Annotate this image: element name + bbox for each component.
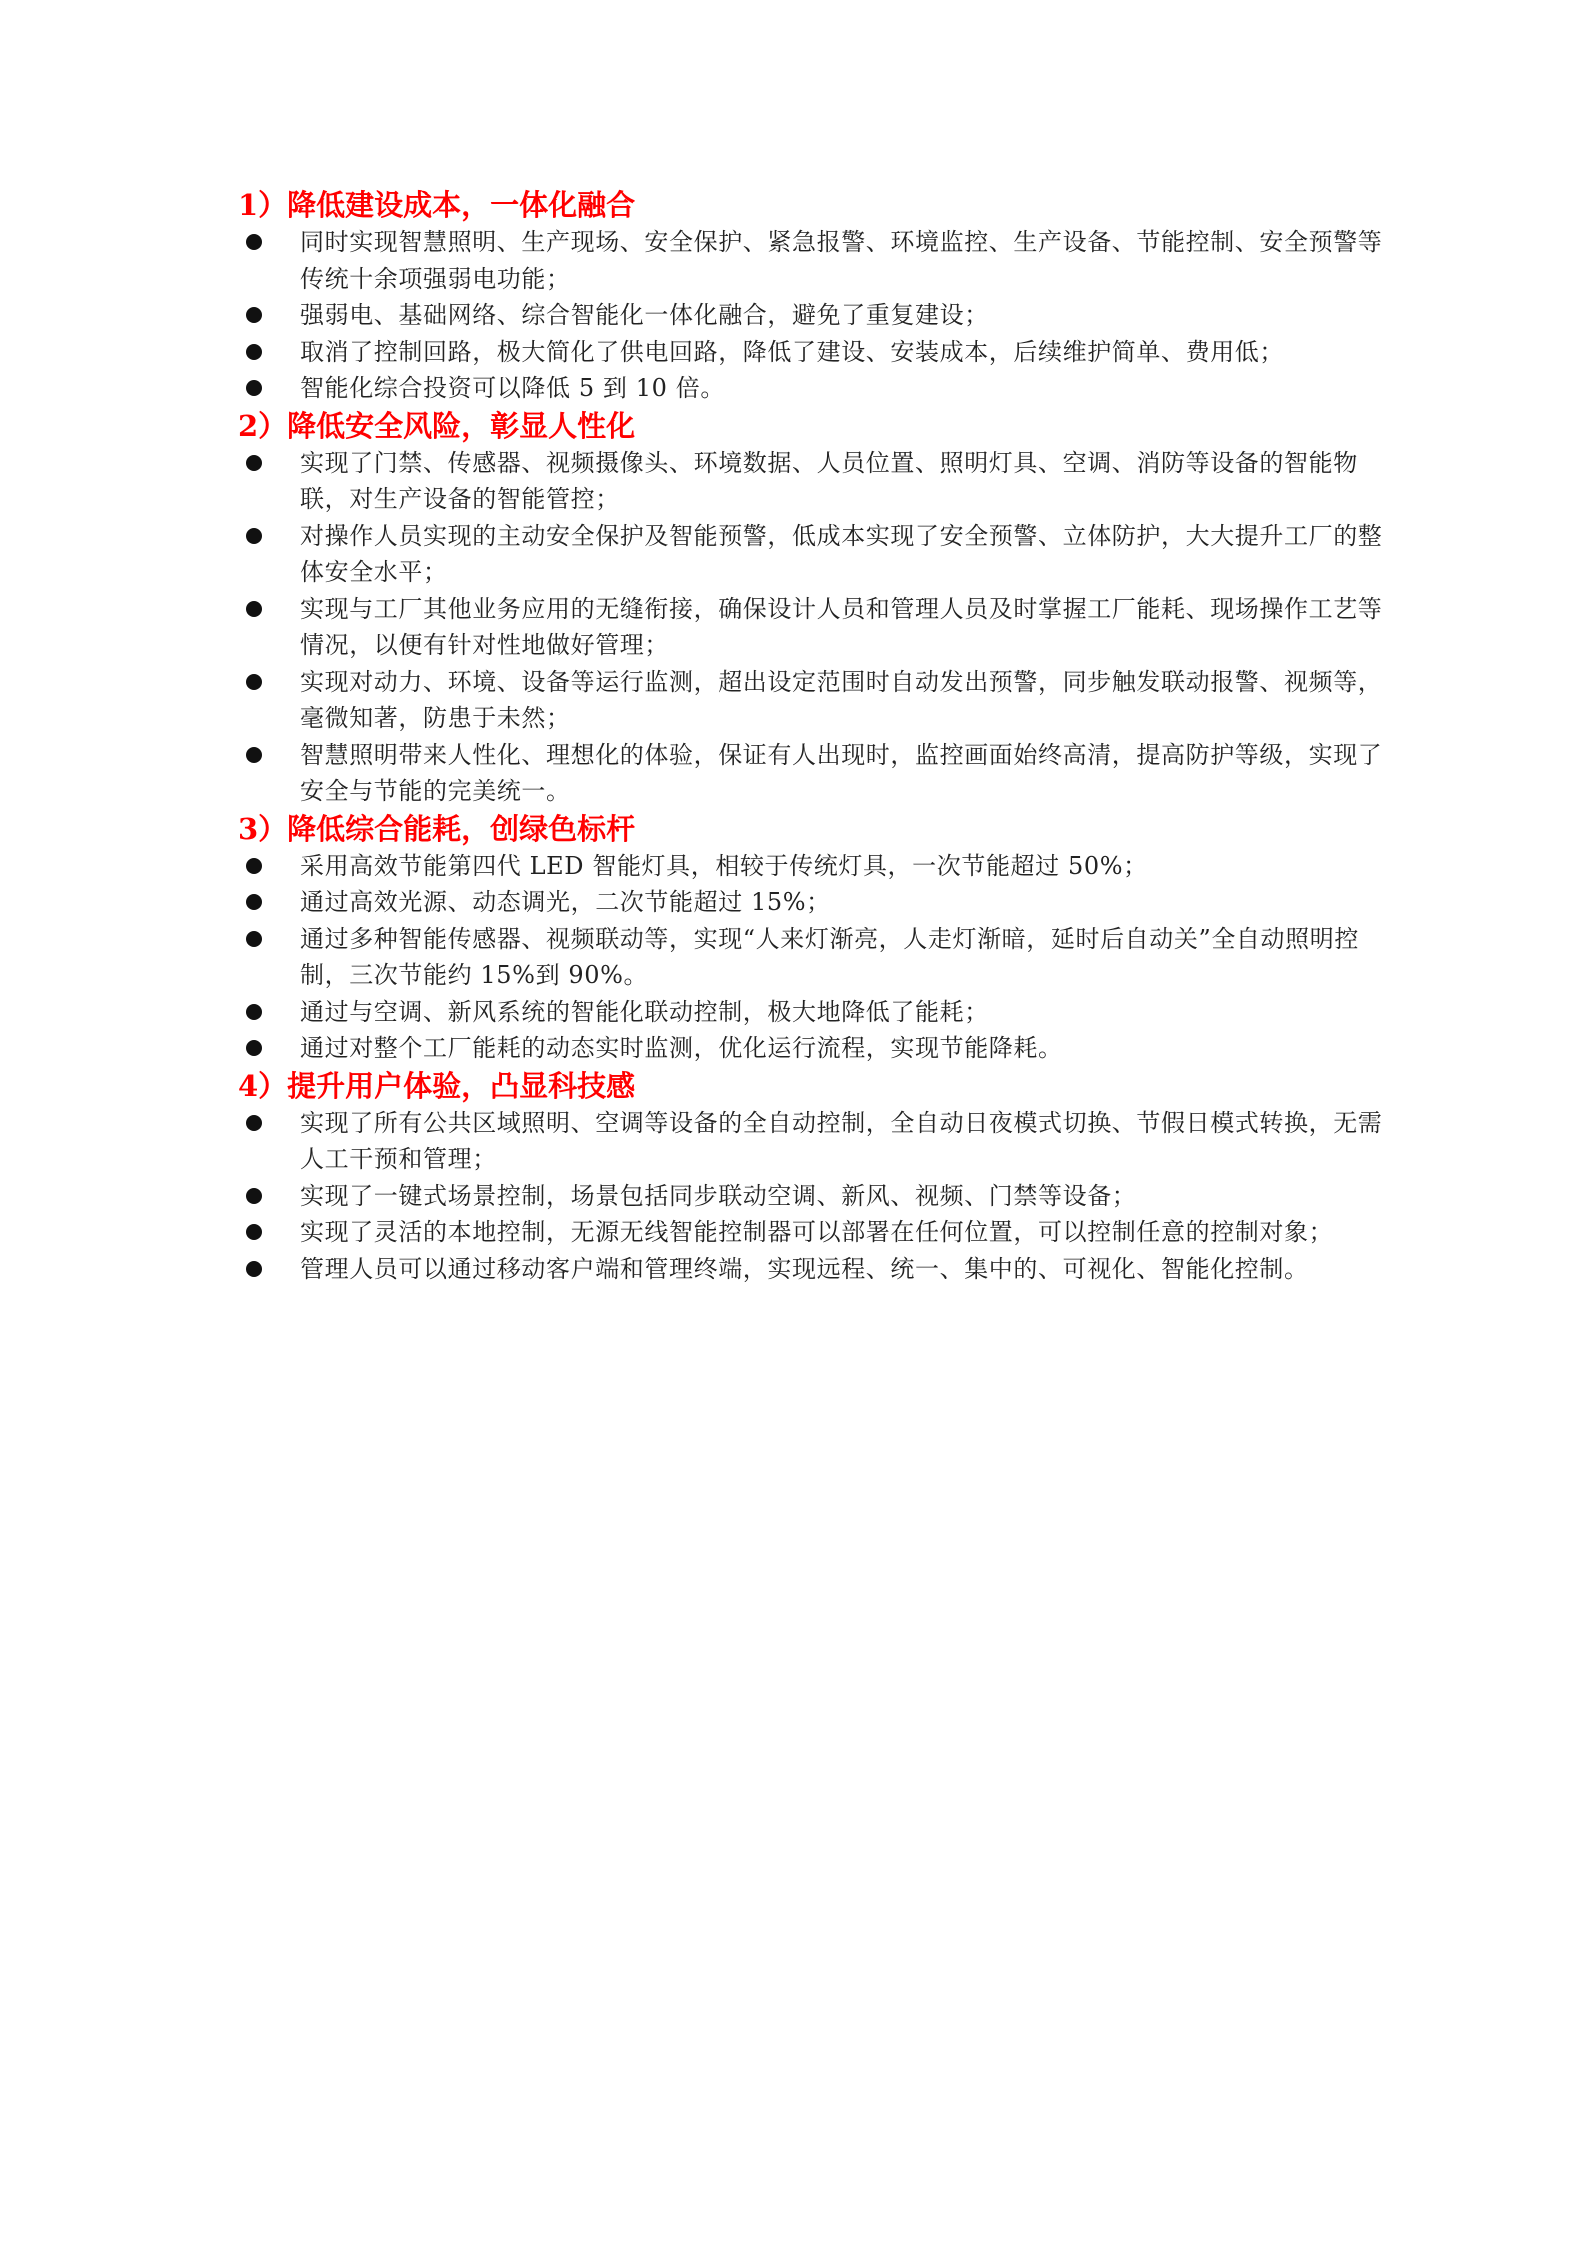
list-item [238, 664, 1388, 737]
list-item [238, 848, 1388, 885]
list-item [238, 1251, 1388, 1288]
list-item [238, 334, 1388, 371]
document-body [238, 186, 1388, 1287]
bullet-icon [246, 307, 262, 323]
bullet-icon [246, 894, 262, 910]
section-heading-2: 2）降低安全风险，彰显人性化 [238, 408, 636, 443]
bullet-icon [246, 380, 262, 396]
bullet-icon [246, 1040, 262, 1056]
list-item-text: 智慧照明带来人性化、理想化的体验，保证有人出现时，监控画面始终高清，提高防护等级，实现了安全与节能的完美统一。 [300, 740, 1383, 805]
list-item [238, 370, 1388, 407]
bullet-icon [246, 747, 262, 763]
list-item-text: 通过高效光源、动态调光，二次节能超过 15%； [300, 888, 831, 916]
list-item [238, 1105, 1388, 1178]
list-item [238, 445, 1388, 518]
list-item [238, 1214, 1388, 1251]
list-item-text: 实现了所有公共区域照明、空调等设备的全自动控制，全自动日夜模式切换、节假日模式转换，无需人工干预和管理； [300, 1108, 1383, 1173]
list-item [238, 1178, 1388, 1215]
bullet-icon [246, 1188, 262, 1204]
list-item-text: 取消了控制回路，极大简化了供电回路，降低了建设、安装成本，后续维护简单、费用低； [300, 337, 1284, 366]
list-item-text: 实现对动力、环境、设备等运行监测，超出设定范围时自动发出预警，同步触发联动报警、视频等，毫微知著，防患于未然； [300, 667, 1383, 732]
bullet-icon [246, 528, 262, 544]
section-1-list [238, 224, 1388, 407]
list-item-text: 实现了灵活的本地控制，无源无线智能控制器可以部署在任何位置，可以控制任意的控制对象； [300, 1218, 1334, 1246]
bullet-icon [246, 344, 262, 360]
section-heading-1: 1）降低建设成本，一体化融合 [238, 188, 636, 222]
bullet-icon [246, 601, 262, 617]
list-item-text: 同时实现智慧照明、生产现场、安全保护、紧急报警、环境监控、生产设备、节能控制、安全预警等传统十余项强弱电功能； [300, 228, 1383, 293]
list-item-text: 通过对整个工厂能耗的动态实时监测，优化运行流程，实现节能降耗。 [300, 1034, 1063, 1062]
list-item-text: 实现与工厂其他业务应用的无缝衔接，确保设计人员和管理人员及时掌握工厂能耗、现场操作工艺等情况，以便有针对性地做好管理； [300, 594, 1383, 659]
list-item [238, 1030, 1388, 1067]
list-item-text: 强弱电、基础网络、综合智能化一体化融合，避免了重复建设； [300, 301, 989, 329]
list-item-text: 实现了一键式场景控制，场景包括同步联动空调、新风、视频、门禁等设备； [300, 1181, 1137, 1210]
list-item-text: 对操作人员实现的主动安全保护及智能预警，低成本实现了安全预警、立体防护，大大提升工厂的整体安全水平； [300, 521, 1383, 586]
list-item-text: 通过与空调、新风系统的智能化联动控制，极大地降低了能耗； [300, 997, 989, 1026]
list-item-text: 管理人员可以通过移动客户端和管理终端，实现远程、统一、集中的、可视化、智能化控制。 [300, 1254, 1309, 1283]
list-item [238, 591, 1388, 664]
bullet-icon [246, 931, 262, 947]
bullet-icon [246, 234, 262, 250]
list-item [238, 884, 1388, 921]
list-item [238, 224, 1388, 297]
list-item [238, 297, 1388, 334]
section-heading-4: 4）提升用户体验，凸显科技感 [238, 1068, 636, 1103]
bullet-icon [246, 858, 262, 874]
bullet-icon [246, 1115, 262, 1131]
section-4-list [238, 1105, 1388, 1288]
bullet-icon [246, 674, 262, 690]
list-item-text: 智能化综合投资可以降低 5 到 10 倍。 [300, 374, 725, 402]
section-3-list [238, 848, 1388, 1067]
section-heading-3: 3）降低综合能耗，创绿色标杆 [238, 811, 636, 846]
list-item-text: 实现了门禁、传感器、视频摄像头、环境数据、人员位置、照明灯具、空调、消防等设备的智能物联，对生产设备的智能管控； [300, 448, 1358, 513]
bullet-icon [246, 455, 262, 471]
bullet-icon [246, 1004, 262, 1020]
list-item-text: 采用高效节能第四代 LED 智能灯具，相较于传统灯具，一次节能超过 50%； [300, 851, 1148, 880]
list-item [238, 737, 1388, 810]
bullet-icon [246, 1224, 262, 1240]
list-item [238, 921, 1388, 994]
bullet-icon [246, 1261, 262, 1277]
list-item [238, 518, 1388, 591]
list-item [238, 994, 1388, 1031]
list-item-text: 通过多种智能传感器、视频联动等，实现“人来灯渐亮，人走灯渐暗，延时后自动关”全自动照明控制，三次节能约 15%到 90%。 [300, 924, 1359, 989]
section-2-list [238, 445, 1388, 810]
